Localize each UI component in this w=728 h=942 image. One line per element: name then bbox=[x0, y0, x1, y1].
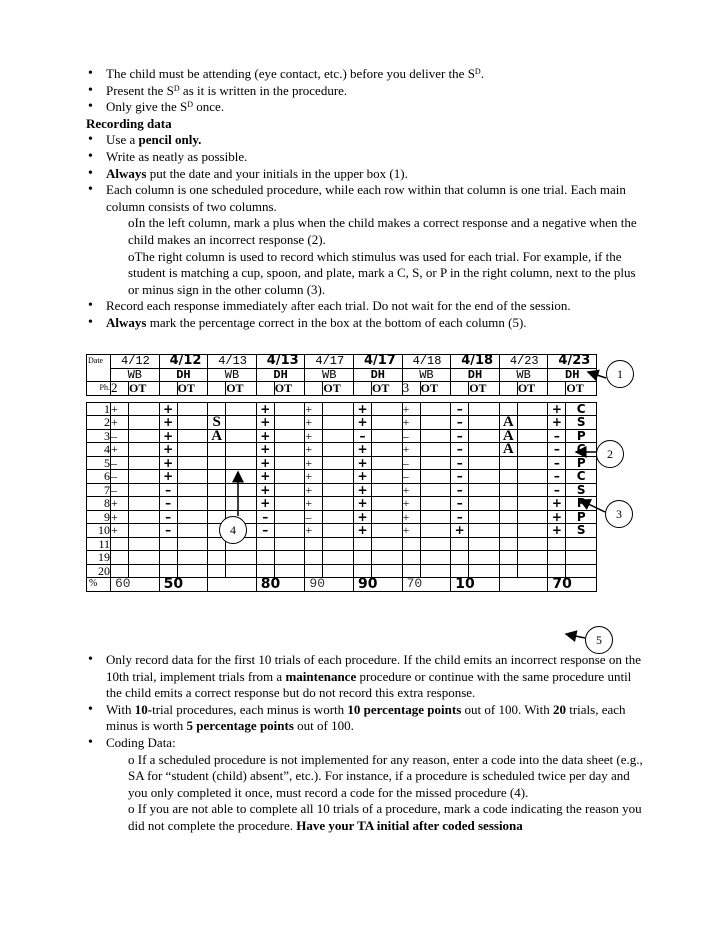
response-mark: + bbox=[354, 443, 372, 457]
response-mark: – bbox=[354, 429, 372, 443]
ot-label: OT bbox=[517, 382, 548, 396]
date-cell: 4/12 bbox=[159, 355, 208, 369]
response-mark: + bbox=[305, 402, 323, 416]
bullet-text: Coding Data: bbox=[106, 734, 176, 750]
response-mark: + bbox=[354, 497, 372, 511]
response-mark: – bbox=[256, 524, 274, 538]
stimulus-mark: S bbox=[566, 524, 597, 538]
percent-cell: 80 bbox=[256, 578, 305, 592]
response-mark: + bbox=[256, 470, 274, 484]
callout-5: 5 bbox=[585, 626, 613, 654]
initials-cell: DH bbox=[451, 368, 500, 382]
ot-label: OT bbox=[274, 382, 305, 396]
response-mark: – bbox=[111, 429, 129, 443]
response-mark: – bbox=[548, 456, 566, 470]
trial-number: 2 bbox=[87, 416, 111, 430]
ot-label: OT bbox=[177, 382, 208, 396]
response-mark: + bbox=[402, 483, 420, 497]
response-mark: – bbox=[111, 483, 129, 497]
callout-4: 4 bbox=[219, 516, 247, 544]
coding-sub-point bbox=[86, 801, 646, 834]
bold-text: 10- bbox=[134, 701, 153, 717]
stimulus-mark: C bbox=[566, 402, 597, 416]
percent-label: % bbox=[87, 578, 111, 592]
response-mark: – bbox=[451, 402, 469, 416]
stimulus-mark: P bbox=[566, 429, 597, 443]
response-mark: – bbox=[548, 443, 566, 457]
response-mark: + bbox=[111, 416, 129, 430]
response-mark: + bbox=[111, 402, 129, 416]
response-mark: + bbox=[111, 497, 129, 511]
response-mark: – bbox=[159, 510, 177, 524]
response-mark: + bbox=[548, 497, 566, 511]
ph-label: Ph. bbox=[87, 382, 111, 396]
ot-label: OT bbox=[420, 382, 451, 396]
bold-text: 20 bbox=[552, 701, 566, 717]
coding-sub-point bbox=[86, 752, 646, 802]
response-mark: + bbox=[111, 510, 129, 524]
response-mark: + bbox=[305, 429, 323, 443]
arrow-3 bbox=[580, 500, 605, 512]
response-mark: + bbox=[256, 443, 274, 457]
response-mark: + bbox=[159, 416, 177, 430]
response-mark: + bbox=[354, 524, 372, 538]
date-cell: 4/18 bbox=[402, 355, 451, 369]
response-mark: + bbox=[305, 483, 323, 497]
trial-number: 5 bbox=[87, 456, 111, 470]
response-mark: A bbox=[499, 443, 517, 457]
response-mark: – bbox=[256, 510, 274, 524]
instructions-bottom bbox=[86, 652, 646, 835]
trial-number: 19 bbox=[87, 551, 111, 565]
response-mark: + bbox=[256, 497, 274, 511]
response-mark: + bbox=[159, 443, 177, 457]
percent-cell: 70 bbox=[548, 578, 597, 592]
phase-cell: 3 bbox=[402, 382, 420, 396]
response-mark: – bbox=[305, 510, 323, 524]
trial-number: 10 bbox=[87, 524, 111, 538]
trial-number: 1 bbox=[87, 402, 111, 416]
response-mark: – bbox=[548, 470, 566, 484]
bullet-text: procedure or continue with the same procedure until the child emits a correct response but do not record this extra response. bbox=[106, 668, 632, 701]
ot-label: OT bbox=[469, 382, 500, 396]
response-mark: + bbox=[354, 402, 372, 416]
initials-cell: DH bbox=[256, 368, 305, 382]
bottom-bullet-item bbox=[86, 652, 646, 702]
response-mark: + bbox=[548, 416, 566, 430]
response-mark: + bbox=[256, 416, 274, 430]
initials-cell: WB bbox=[208, 368, 257, 382]
response-mark: + bbox=[256, 483, 274, 497]
ot-label: OT bbox=[226, 382, 257, 396]
trial-number: 20 bbox=[87, 564, 111, 578]
date-label: Date bbox=[87, 355, 111, 382]
response-mark: + bbox=[159, 456, 177, 470]
response-mark: – bbox=[111, 456, 129, 470]
response-mark: + bbox=[305, 443, 323, 457]
bullet-text: Only record data for the first 10 trials of each procedure. If the child emits an incorrect response on the 10th trial, implement trials from a bbox=[106, 652, 641, 684]
initials-cell: DH bbox=[159, 368, 208, 382]
bullet-text: out of 100. With bbox=[461, 701, 553, 717]
initials-cell: WB bbox=[499, 368, 548, 382]
date-cell: 4/17 bbox=[305, 355, 354, 369]
initials-cell: DH bbox=[354, 368, 403, 382]
bullet-text: Record each response immediately after each trial. Do not wait for the end of the session. bbox=[106, 298, 571, 314]
response-mark: + bbox=[402, 443, 420, 457]
response-mark: + bbox=[305, 416, 323, 430]
bold-text: pencil only. bbox=[138, 132, 202, 148]
recording-heading: Recording data bbox=[86, 115, 172, 131]
date-cell: 4/12 bbox=[111, 355, 160, 369]
percent-cell: 70 bbox=[402, 578, 451, 592]
stimulus-mark: P bbox=[566, 510, 597, 524]
response-mark: – bbox=[451, 510, 469, 524]
response-mark: – bbox=[451, 429, 469, 443]
date-cell: 4/18 bbox=[451, 355, 500, 369]
percent-cell: 90 bbox=[354, 578, 403, 592]
date-cell: 4/13 bbox=[208, 355, 257, 369]
bold-text: maintenance bbox=[285, 668, 357, 684]
response-mark: + bbox=[354, 470, 372, 484]
stimulus-mark: C bbox=[566, 470, 597, 484]
response-mark: – bbox=[451, 443, 469, 457]
date-cell: 4/23 bbox=[499, 355, 548, 369]
response-mark: + bbox=[402, 510, 420, 524]
bold-text: 10 percentage points bbox=[347, 701, 462, 717]
stimulus-mark: P bbox=[566, 456, 597, 470]
bullet-text: With bbox=[106, 701, 135, 717]
percent-cell: 10 bbox=[451, 578, 500, 592]
stimulus-mark: S bbox=[566, 416, 597, 430]
bullet-text: Only give the S bbox=[106, 99, 188, 115]
callout-3: 3 bbox=[605, 500, 633, 528]
response-mark: + bbox=[402, 402, 420, 416]
response-mark: – bbox=[402, 429, 420, 443]
response-mark: A bbox=[499, 429, 517, 443]
phase-cell: 2 bbox=[111, 382, 129, 396]
ot-label: OT bbox=[129, 382, 160, 396]
percent-cell: 90 bbox=[305, 578, 354, 592]
superscript: D bbox=[474, 67, 481, 76]
bottom-bullet-item bbox=[86, 735, 646, 752]
bullet-text: The child must be attending (eye contact, etc.) before you deliver the S bbox=[106, 66, 475, 81]
sub-text: o If a scheduled procedure is not implemented for any reason, enter a code into the data sheet (e.g., SA for “student (child) absent”, etc.). For instance, if a procedure is scheduled twice per day and you only completed it once, must record a code for the missed procedure (4). bbox=[128, 751, 643, 800]
bottom-bullet-list bbox=[86, 652, 646, 752]
date-cell: 4/23 bbox=[548, 355, 597, 369]
bullet-text: Write as neatly as possible. bbox=[106, 148, 248, 164]
ot-label: OT bbox=[323, 382, 354, 396]
percent-cell: 50 bbox=[159, 578, 208, 592]
response-mark: + bbox=[159, 402, 177, 416]
trial-number: 3 bbox=[87, 429, 111, 443]
stimulus-mark: P bbox=[566, 497, 597, 511]
ot-label: OT bbox=[566, 382, 597, 396]
response-mark: – bbox=[451, 497, 469, 511]
response-mark: + bbox=[402, 416, 420, 430]
trial-number: 9 bbox=[87, 510, 111, 524]
callout-2: 2 bbox=[596, 440, 624, 468]
response-mark: A bbox=[208, 429, 226, 443]
bullet-text: out of 100. bbox=[293, 718, 354, 734]
arrow-1 bbox=[588, 372, 606, 378]
sub-point: oThe right column is used to record which stimulus was used for each trial. For example, if the student is matching a cup, spoon, and plate, mark a C, S, or P in the right column, next to the plus or minus sign in the other column (3). bbox=[128, 248, 636, 297]
response-mark: + bbox=[256, 402, 274, 416]
ot-label: OT bbox=[372, 382, 403, 396]
response-mark: – bbox=[402, 470, 420, 484]
response-mark: – bbox=[548, 429, 566, 443]
response-mark: – bbox=[451, 456, 469, 470]
response-mark: + bbox=[354, 416, 372, 430]
trial-number: 6 bbox=[87, 470, 111, 484]
response-mark: – bbox=[451, 470, 469, 484]
trial-number: 8 bbox=[87, 497, 111, 511]
sub-point: oIn the left column, mark a plus when the child makes a correct response and a negative when the child makes an incorrect response (2). bbox=[128, 215, 637, 247]
stimulus-mark: S bbox=[566, 483, 597, 497]
response-mark: – bbox=[451, 416, 469, 430]
bullet-text: put the date and your initials in the upper box (1). bbox=[146, 165, 408, 181]
bullet-text: trials, each minus is worth bbox=[106, 701, 626, 734]
coding-sub-points bbox=[86, 752, 646, 835]
response-mark: + bbox=[354, 510, 372, 524]
bullet-text: Use a bbox=[106, 132, 139, 148]
response-mark: – bbox=[159, 497, 177, 511]
initials-cell: DH bbox=[548, 368, 597, 382]
response-mark: + bbox=[159, 429, 177, 443]
bullet-text: . bbox=[480, 66, 484, 81]
response-mark: + bbox=[305, 497, 323, 511]
response-mark: + bbox=[111, 443, 129, 457]
bullet-text: as it is written in the procedure. bbox=[179, 82, 348, 98]
initials-cell: WB bbox=[305, 368, 354, 382]
response-mark: + bbox=[402, 497, 420, 511]
response-mark: + bbox=[256, 456, 274, 470]
initials-cell: WB bbox=[111, 368, 160, 382]
response-mark: + bbox=[548, 510, 566, 524]
response-mark: + bbox=[256, 429, 274, 443]
response-mark: + bbox=[305, 470, 323, 484]
response-mark: + bbox=[159, 470, 177, 484]
response-mark: + bbox=[451, 524, 469, 538]
stimulus-mark: C bbox=[566, 443, 597, 457]
callout-1: 1 bbox=[606, 360, 634, 388]
trial-number: 11 bbox=[87, 537, 111, 551]
response-mark: – bbox=[548, 483, 566, 497]
response-mark: + bbox=[548, 402, 566, 416]
response-mark: – bbox=[402, 456, 420, 470]
bold-text: Always bbox=[106, 314, 147, 330]
bottom-bullet-item bbox=[86, 702, 646, 735]
response-mark: + bbox=[402, 524, 420, 538]
arrow-5 bbox=[566, 634, 585, 638]
percent-cell: 60 bbox=[111, 578, 160, 592]
response-mark: S bbox=[208, 416, 226, 430]
trial-number: 7 bbox=[87, 483, 111, 497]
initials-cell: WB bbox=[402, 368, 451, 382]
bullet-text: trial procedures, each minus is worth bbox=[152, 701, 348, 717]
response-mark: – bbox=[111, 470, 129, 484]
bold-text: 5 percentage points bbox=[186, 718, 294, 734]
bold-text: Have your TA initial after coded sessiona bbox=[296, 817, 523, 833]
trial-number: 4 bbox=[87, 443, 111, 457]
response-mark: A bbox=[499, 416, 517, 430]
response-mark: + bbox=[354, 483, 372, 497]
response-mark: – bbox=[451, 483, 469, 497]
response-mark: – bbox=[159, 524, 177, 538]
response-mark: – bbox=[159, 483, 177, 497]
bullet-text: Present the S bbox=[106, 82, 174, 98]
response-mark: + bbox=[548, 524, 566, 538]
response-mark: + bbox=[305, 456, 323, 470]
response-mark: + bbox=[111, 524, 129, 538]
date-cell: 4/13 bbox=[256, 355, 305, 369]
date-cell: 4/17 bbox=[354, 355, 403, 369]
response-mark: + bbox=[305, 524, 323, 538]
superscript: D bbox=[173, 83, 180, 93]
bullet-text: Each column is one scheduled procedure, while each row within that column is one trial. Each main column consists of two columns. bbox=[106, 182, 626, 214]
response-mark: + bbox=[354, 456, 372, 470]
bold-text: Always bbox=[106, 165, 147, 181]
bullet-text: once. bbox=[193, 99, 225, 115]
superscript: D bbox=[187, 100, 194, 110]
bullet-text: mark the percentage correct in the box at the bottom of each column (5). bbox=[146, 314, 527, 330]
sub-text: o If you are not able to complete all 10 trials of a procedure, mark a code indicating the reason you did not complete the procedure. bbox=[128, 801, 642, 833]
